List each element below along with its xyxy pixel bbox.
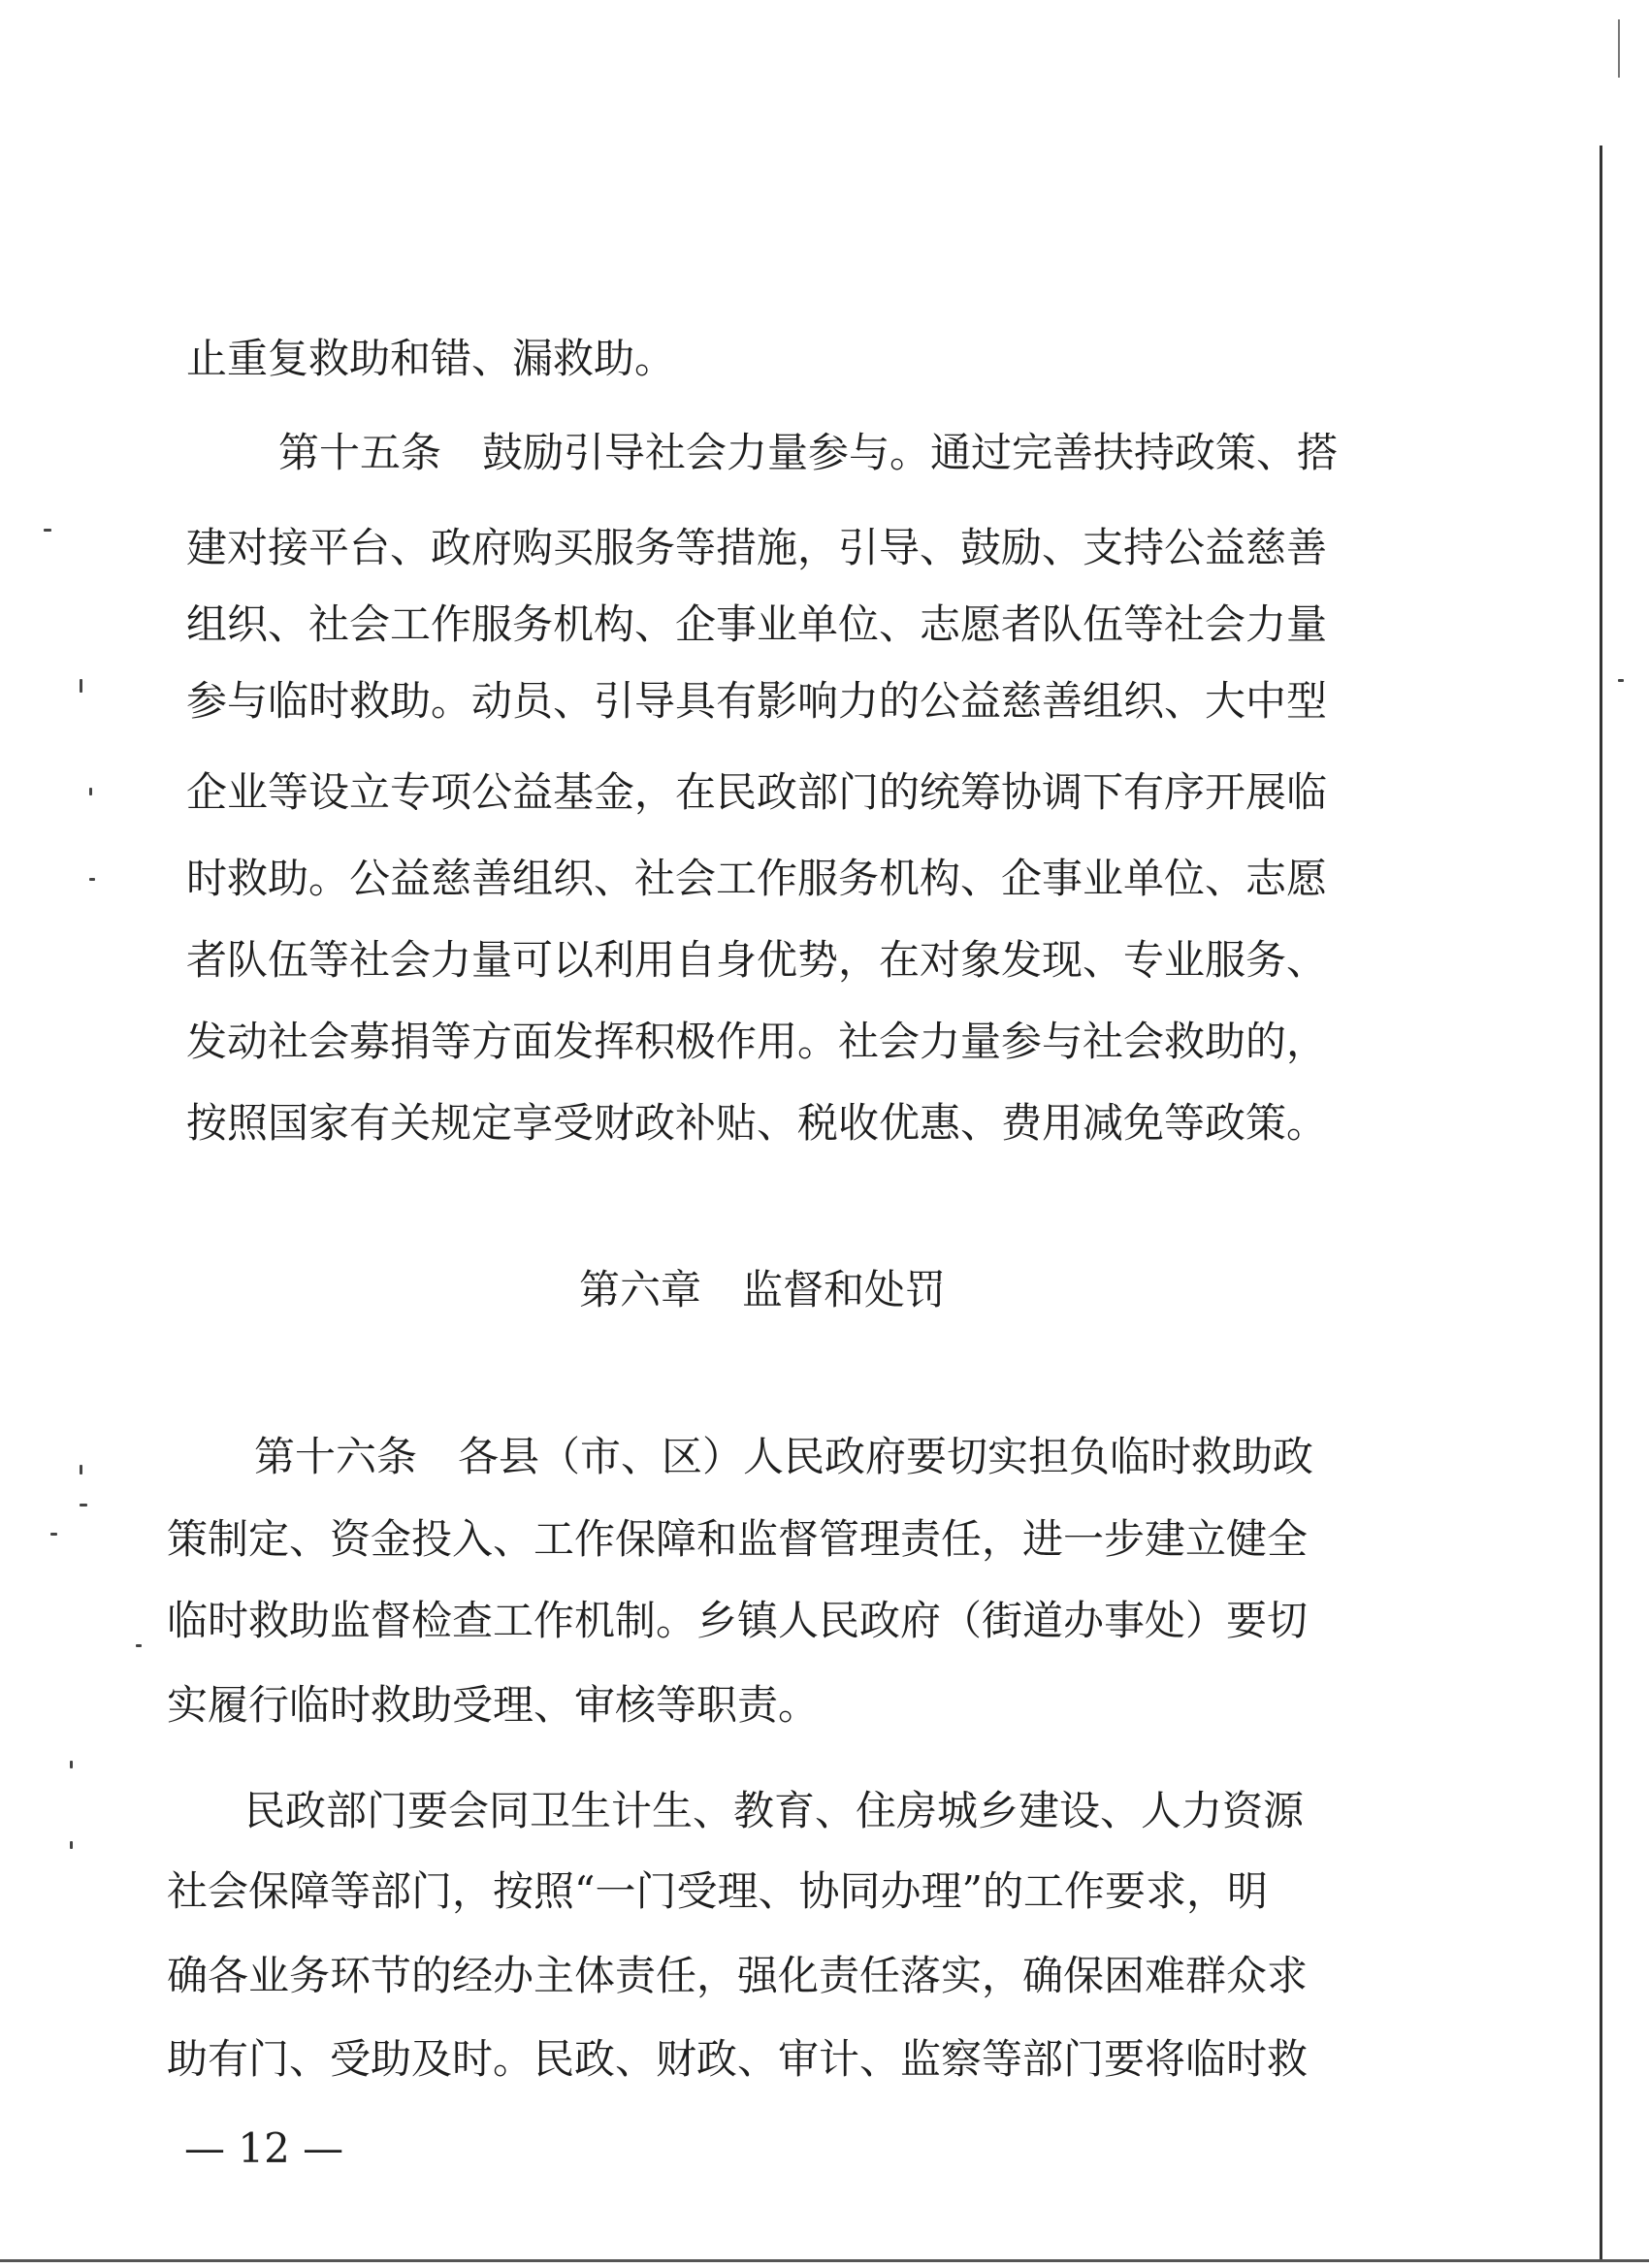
scan-speck — [70, 1841, 73, 1849]
scan-speck — [50, 1533, 57, 1536]
scan-speck — [80, 1465, 82, 1474]
article-15-line: 第十五条 鼓励引导社会力量参与。通过完善扶持政策、搭 — [278, 429, 1339, 476]
text-line: 助有门、受助及时。民政、财政、审计、监察等部门要将临时救 — [167, 2035, 1309, 2083]
text-line: 社会保障等部门，按照“一门受理、协同办理”的工作要求，明 — [167, 1867, 1268, 1915]
text-line: 发动社会募捐等方面发挥积极作用。社会力量参与社会救助的， — [186, 1018, 1328, 1065]
text-line: 确各业务环节的经办主体责任，强化责任落实，确保困难群众求 — [167, 1952, 1309, 1999]
text-line: 者队伍等社会力量可以利用自身优势，在对象发现、专业服务、 — [186, 936, 1328, 984]
text-line: 参与临时救助。动员、引导具有影响力的公益慈善组织、大中型 — [186, 677, 1328, 725]
text-line: 组织、社会工作服务机构、企事业单位、志愿者队伍等社会力量 — [186, 600, 1328, 648]
scan-speck — [80, 1504, 87, 1507]
scan-edge-right — [1600, 146, 1602, 2260]
scan-speck — [89, 878, 95, 881]
text-line: 实履行临时救助受理、审核等职责。 — [167, 1681, 820, 1729]
scan-edge-mark — [1618, 19, 1620, 78]
text-line: 建对接平台、政府购买服务等措施，引导、鼓励、支持公益慈善 — [186, 524, 1328, 571]
scan-speck — [44, 529, 51, 532]
chapter-heading: 第六章 监督和处罚 — [579, 1266, 947, 1313]
text-line: 企业等设立专项公益基金，在民政部门的统筹协调下有序开展临 — [186, 768, 1328, 816]
text-line: 时救助。公益慈善组织、社会工作服务机构、企事业单位、志愿 — [186, 855, 1328, 902]
page-number: — 12 — — [184, 2124, 344, 2172]
scan-edge-bottom — [0, 2259, 1649, 2262]
scan-speck — [1618, 679, 1624, 682]
scan-speck — [80, 679, 82, 693]
text-line: 按照国家有关规定享受财政补贴、税收优惠、费用减免等政策。 — [186, 1099, 1328, 1147]
scan-speck — [70, 1761, 73, 1768]
text-line: 临时救助监督检查工作机制。乡镇人民政府（街道办事处）要切 — [167, 1597, 1309, 1644]
scan-speck — [89, 788, 92, 795]
paragraph-start-line: 民政部门要会同卫生计生、教育、住房城乡建设、人力资源 — [244, 1787, 1305, 1834]
text-line: 止重复救助和错、漏救助。 — [186, 335, 676, 382]
text-line: 策制定、资金投入、工作保障和监督管理责任，进一步建立健全 — [167, 1515, 1309, 1563]
article-16-line: 第十六条 各县（市、区）人民政府要切实担负临时救助政 — [254, 1433, 1314, 1480]
scan-speck — [136, 1644, 142, 1647]
